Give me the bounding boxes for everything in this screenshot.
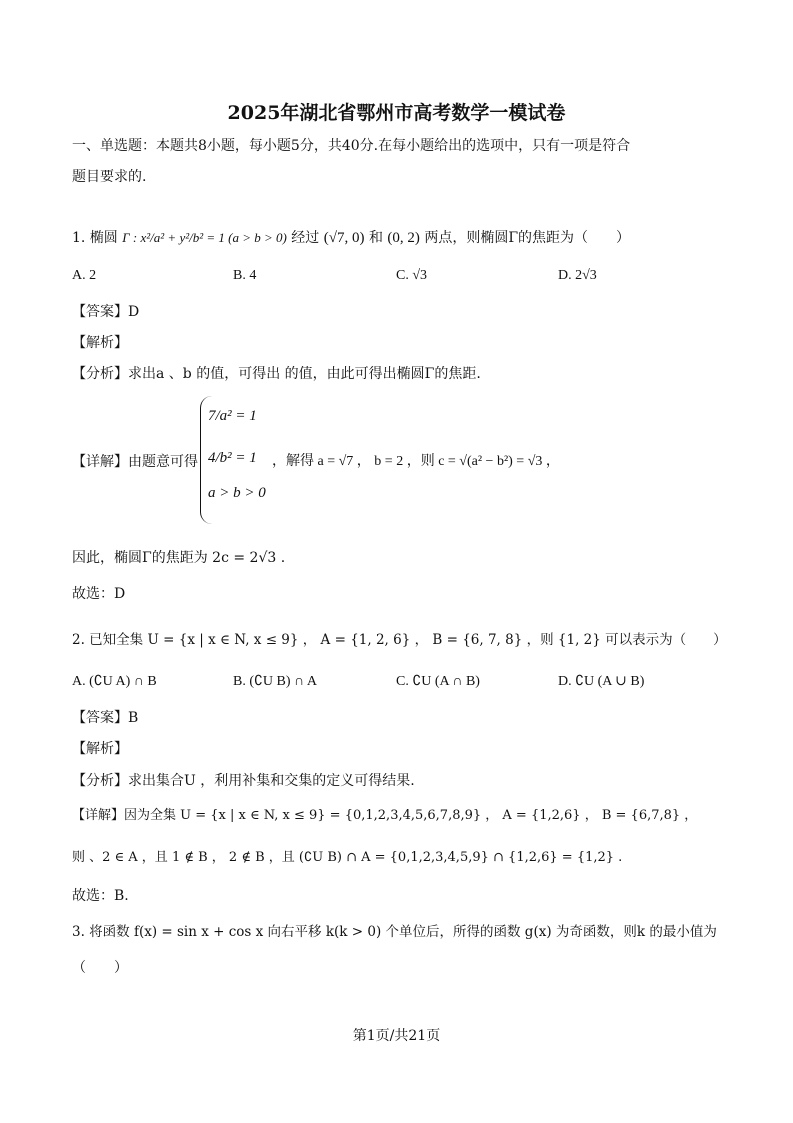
q1-mid2: 和 [368, 230, 383, 246]
page-title: 2025年湖北省鄂州市高考数学一模试卷 [227, 102, 566, 124]
q1-system-row-3: a > b > 0 [208, 485, 266, 501]
q1-fenxi: 【分析】求出a 、b 的值，可得出 的值，由此可得出椭圆Γ的焦距. [72, 366, 481, 382]
q1-suffix: 两点，则椭圆Γ的焦距为（ ） [424, 230, 631, 246]
q1-stem [72, 228, 630, 248]
q1-point1: (√7, 0) [323, 230, 365, 246]
q2-analysis-tag: 【解析】 [72, 741, 128, 757]
q1-point2: (0, 2) [387, 230, 420, 246]
q1-prefix: 1. 椭圆 [72, 230, 118, 246]
q1-mid1: 经过 [291, 230, 320, 246]
q2-option-b[interactable]: B. (∁U B) ∩ A [233, 674, 317, 689]
q1-system-row-1: 7/a² = 1 [208, 408, 257, 424]
q2-option-c[interactable]: C. ∁U (A ∩ B) [396, 674, 480, 689]
q1-system-row-2: 4/b² = 1 [208, 450, 257, 466]
q1-option-c[interactable]: C. √3 [396, 268, 428, 283]
q1-answer: 【答案】D [72, 304, 140, 320]
section-header-line2: 题目要求的. [72, 169, 147, 185]
q2-stem: 2. 已知全集 U = {x | x ∈ N, x ≤ 9} ， A = {1, 2, 6} ， B = {6, 7, 8} ，则 {1, 2} 可以表示为（ ） [72, 632, 727, 648]
q1-option-a[interactable]: A. 2 [72, 268, 97, 283]
q2-option-d[interactable]: D. ∁U (A ∪ B) [558, 674, 645, 689]
q2-xiangjie: 【详解】因为全集 U = {x | x ∈ N, x ≤ 9} = {0,1,2,3,4,5,6,7,8,9} ， A = {1,2,6} ， B = {6,7,8} ， [72, 808, 698, 823]
q2-option-a[interactable]: A. (∁U A) ∩ B [72, 674, 157, 689]
q1-choose: 故选：D [72, 586, 126, 602]
page-footer: 第1页/共21页 [352, 1028, 441, 1044]
q1-ellipse-equation: Γ : x²/a² + y²/b² = 1 (a > b > 0) [122, 230, 287, 245]
section-header-line1: 一、单选题：本题共8小题，每小题5分，共40分.在每小题给出的选项中，只有一项是符合 [72, 138, 631, 154]
q1-option-b[interactable]: B. 4 [233, 268, 257, 283]
q1-xiangjie-rest: ，解得 a = √7 ， b = 2 ，则 c = √(a² − b²) = √3 ， [272, 454, 560, 469]
q2-then: 则 、2 ∈ A ，且 1 ∉ B ， 2 ∉ B ，且 (∁U B) ∩ A = {0,1,2,3,4,5,9} ∩ {1,2,6} = {1,2} . [72, 850, 623, 865]
q3-stem: 3. 将函数 f(x) = sin x + cos x 向右平移 k(k > 0) 个单位后，所得的函数 g(x) 为奇函数，则k 的最小值为 [72, 924, 717, 940]
q2-fenxi: 【分析】求出集合U ，利用补集和交集的定义可得结果. [72, 773, 415, 789]
q1-xiangjie-label: 【详解】由题意可得 [72, 454, 198, 470]
q2-answer: 【答案】B [72, 710, 139, 726]
q1-conclusion: 因此，椭圆Γ的焦距为 2c = 2√3 . [72, 550, 286, 566]
q3-stem-paren: （ ） [72, 960, 128, 976]
q2-choose: 故选：B. [72, 888, 129, 904]
q1-analysis-tag: 【解析】 [72, 335, 128, 351]
q1-option-d[interactable]: D. 2√3 [558, 268, 597, 283]
